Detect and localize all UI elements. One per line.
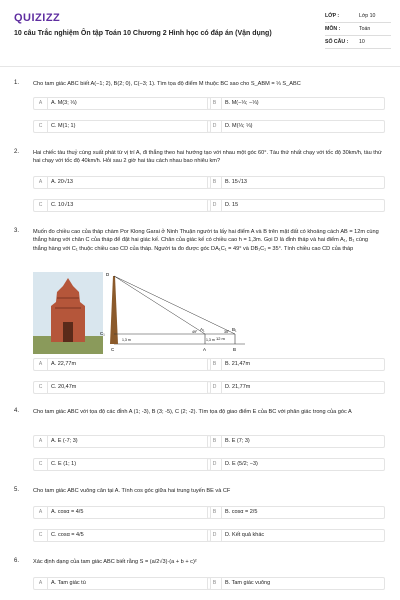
option-d[interactable] <box>207 381 385 394</box>
option-text: A. 20√13 <box>51 179 73 185</box>
page-title: 10 câu Trắc nghiệm Ôn tập Toán 10 Chương 2 Hình học có đáp án (Vận dụng) <box>14 30 272 37</box>
option-letter: D <box>208 530 222 541</box>
label-b: B <box>233 347 237 352</box>
option-c[interactable] <box>33 199 211 212</box>
question-number: 1. <box>14 80 20 86</box>
option-text: C. E (1; 1) <box>51 461 77 467</box>
option-letter: A <box>34 177 48 188</box>
option-letter: D <box>208 382 222 393</box>
option-text: D. Kết quả khác <box>225 532 265 538</box>
header <box>0 0 400 62</box>
option-d[interactable] <box>207 120 385 133</box>
option-c[interactable] <box>33 458 211 471</box>
option-letter: C <box>34 200 48 211</box>
option-text: C. 10√13 <box>51 202 74 208</box>
option-text: B. 15√13 <box>225 179 247 185</box>
label-b1: B₁ <box>232 327 237 332</box>
meta-label: SỐ CÂU : <box>325 39 349 45</box>
option-text: D. 21,77m <box>225 384 251 390</box>
option-a[interactable] <box>33 358 211 371</box>
option-d[interactable] <box>207 529 385 542</box>
option-text: B. E (7; 3) <box>225 438 250 444</box>
option-b[interactable] <box>207 97 385 110</box>
option-letter: C <box>34 459 48 470</box>
option-a[interactable] <box>33 577 211 590</box>
label-c: C <box>111 347 115 352</box>
option-text: C. 20,47m <box>51 384 77 390</box>
question-text: Cho tam giác ABC với tọa độ các đỉnh A (1; -3), B (3; -5), C (2; -2). Tìm tọa độ giao điểm E của BC với phân giác trong của góc A <box>33 409 352 415</box>
question-text: Muốn đo chiều cao của tháp chàm Por Klong Garai ở Ninh Thuận người ta lấy hai điểm A và B trên mặt đất có khoảng cách AB = 12m cùng thẳng hàng với chân C của tháp để đặt hai giác kế. Chân của giác kế có chiều cao h = 1,3m. Gọi D là đỉnh tháp và hai điểm A₁, B₁ cùng thẳng hàng với C₁ thuộc chiều cao CD của tháp. Người ta đo được góc DA₁C₁ = 49° và DB₁C₁ = 35°. Tính chiều cao CD của tháp <box>33 229 379 252</box>
tower-photo <box>33 272 103 354</box>
question-number: 2. <box>14 149 20 155</box>
option-text: A. cosα = 4/5 <box>51 509 84 515</box>
option-text: C. M(1; 1) <box>51 123 76 129</box>
header-divider <box>0 66 400 67</box>
option-text: A. E (-7; 3) <box>51 438 78 444</box>
option-d[interactable] <box>207 199 385 212</box>
option-text: D. E (5/2; −3) <box>225 461 258 467</box>
option-letter: D <box>208 121 222 132</box>
option-b[interactable] <box>207 176 385 189</box>
meta-label: MÔN : <box>325 26 341 32</box>
meta-value: 10 <box>359 39 365 45</box>
option-d[interactable] <box>207 458 385 471</box>
meta-row-subject <box>325 23 391 36</box>
option-letter: C <box>34 121 48 132</box>
question-number: 4. <box>14 408 20 414</box>
question-text: Xác định dạng của tam giác ABC biết rằng S = (a/2√3)·(a + b + c)² <box>33 559 197 565</box>
label-h2: 1,3 m <box>122 338 131 342</box>
question-text: Cho tam giác ABC vuông cân tại A. Tính cos góc giữa hai trung tuyến BE và CF <box>33 488 231 494</box>
option-c[interactable] <box>33 120 211 133</box>
option-letter: A <box>34 436 48 447</box>
option-text: A. 22,77m <box>51 361 77 367</box>
label-dist: 12 m <box>216 336 225 341</box>
option-a[interactable] <box>33 435 211 448</box>
option-letter: B <box>208 359 222 370</box>
option-letter: A <box>34 578 48 589</box>
meta-row-class <box>325 10 391 23</box>
meta-row-count <box>325 36 391 49</box>
option-letter: A <box>34 507 48 518</box>
question-number: 5. <box>14 487 20 493</box>
option-letter: A <box>34 359 48 370</box>
meta-value: Toán <box>359 26 371 32</box>
option-letter: B <box>208 436 222 447</box>
option-b[interactable] <box>207 358 385 371</box>
label-a: A <box>203 347 207 352</box>
option-text: C. cosα = 4/5 <box>51 532 84 538</box>
option-text: D. 15 <box>225 202 239 208</box>
meta-value: Lớp 10 <box>359 13 376 19</box>
label-h1: 1,3 m <box>206 338 215 342</box>
option-b[interactable] <box>207 577 385 590</box>
question-number: 3. <box>14 228 20 234</box>
option-letter: D <box>208 459 222 470</box>
option-b[interactable] <box>207 435 385 448</box>
option-text: D. M(⅓; ⅓) <box>225 123 253 129</box>
quizizz-logo: QUIZIZZ <box>14 12 61 24</box>
option-text: A. M(3; ⅓) <box>51 100 77 106</box>
label-a1: A₁ <box>200 327 205 332</box>
label-c1: C₁ <box>100 331 105 336</box>
option-c[interactable] <box>33 529 211 542</box>
meta-table <box>325 10 391 49</box>
label-angle-49: 49° <box>192 330 198 334</box>
tower-diagram <box>100 272 250 354</box>
question-text: Hai chiếc tàu thuỷ cùng xuất phát từ vị trí A, đi thẳng theo hai hướng tạo với nhau một góc 60°. Tàu thứ nhất chạy với tốc độ 30km/h, tàu thứ hai chạy với tốc độ 40km/h. Hỏi sau 2 giờ hai tàu cách nhau bao nhiêu km? <box>33 150 382 165</box>
option-text: B. cosα = 2/5 <box>225 509 258 515</box>
option-letter: D <box>208 200 222 211</box>
option-letter: A <box>34 98 48 109</box>
option-a[interactable] <box>33 176 211 189</box>
option-letter: C <box>34 530 48 541</box>
question-text: Cho tam giác ABC biết A(−1; 2), B(2; 0), C(−3; 1). Tìm tọa độ điểm M thuộc BC sao cho S_ABM = ⅓ S_ABC <box>33 81 301 87</box>
option-letter: B <box>208 578 222 589</box>
option-text: B. 21,47m <box>225 361 251 367</box>
option-letter: B <box>208 507 222 518</box>
option-letter: B <box>208 177 222 188</box>
meta-label: LỚP : <box>325 13 340 19</box>
option-text: B. M(−⅓; −⅓) <box>225 100 259 106</box>
question-number: 6. <box>14 558 20 564</box>
option-c[interactable] <box>33 381 211 394</box>
option-text: B. Tam giác vuông <box>225 580 271 586</box>
option-letter: C <box>34 382 48 393</box>
option-a[interactable] <box>33 506 211 519</box>
option-letter: B <box>208 98 222 109</box>
option-a[interactable] <box>33 97 211 110</box>
label-angle-35: 35° <box>224 330 230 334</box>
option-text: A. Tam giác tù <box>51 580 86 586</box>
option-b[interactable] <box>207 506 385 519</box>
label-d: D <box>106 272 110 277</box>
